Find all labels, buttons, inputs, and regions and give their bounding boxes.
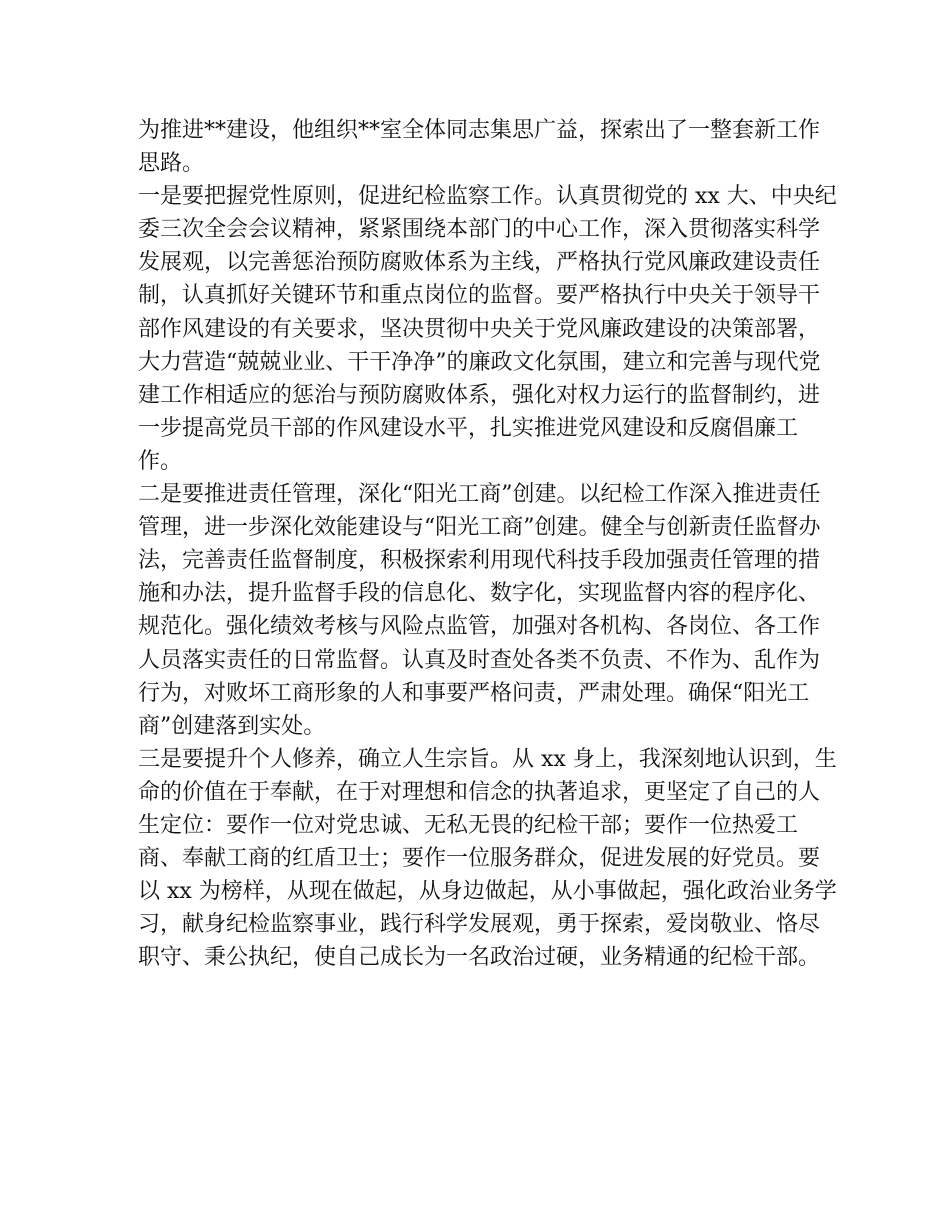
paragraph-point-two: 二是要推进责任管理，深化“阳光工商”创建。以纪检工作深入推进责任管理，进一步深化效能建设与“阳光工商”创建。健全与创新责任监督办法，完善责任监督制度，积极探索利用现代科技手段加强责任管理的措施和办法，提升监督手段的信息化、数字化，实现监督内容的程序化、规范化。强化绩效考核与风险点监管，加强对各机构、各岗位、各工作人员落实责任的日常监督。认真及时查处各类不负责、不作为、乱作为行为，对败坏工商形象的人和事要严格问责，严肃处理。确保“阳光工商”创建落到实处。 (138, 482, 821, 739)
paragraph-intro: 为推进**建设，他组织**室全体同志集思广益，探索出了一整套新工作思路。 (138, 118, 821, 177)
paragraph-point-one: 一是要把握党性原则，促进纪检监察工作。认真贯彻党的 xx 大、中央纪委三次全会会议精神，紧紧围绕本部门的中心工作，深入贯彻落实科学发展观，以完善惩治预防腐败体系为主线，严格执行党风廉政建设责任制，认真抓好关键环节和重点岗位的监督。要严格执行中央关于领导干部作风建设的有关要求，坚决贯彻中央关于党风廉政建设的决策部署，大力营造“兢兢业业、干干净净”的廉政文化氛围，建立和完善与现代党建工作相适应的惩治与预防腐败体系，强化对权力运行的监督制约，进一步提高党员干部的作风建设水平，扎实推进党风建设和反腐倡廉工作。 (138, 184, 837, 474)
document-body (138, 114, 838, 974)
paragraph-point-three: 三是要提升个人修养，确立人生宗旨。从 xx 身上，我深刻地认识到，生命的价值在于奉献，在于对理想和信念的执著追求，更坚定了自己的人生定位：要作一位对党忠诚、无私无畏的纪检干部；要作一位热爱工商、奉献工商的红盾卫士；要作一位服务群众，促进发展的好党员。要以 xx 为榜样，从现在做起，从身边做起，从小事做起，强化政治业务学习，献身纪检监察事业，践行科学发展观，勇于探索，爱岗敬业、恪尽职守、秉公执纪，使自己成长为一名政治过硬，业务精通的纪检干部。 (138, 746, 837, 971)
